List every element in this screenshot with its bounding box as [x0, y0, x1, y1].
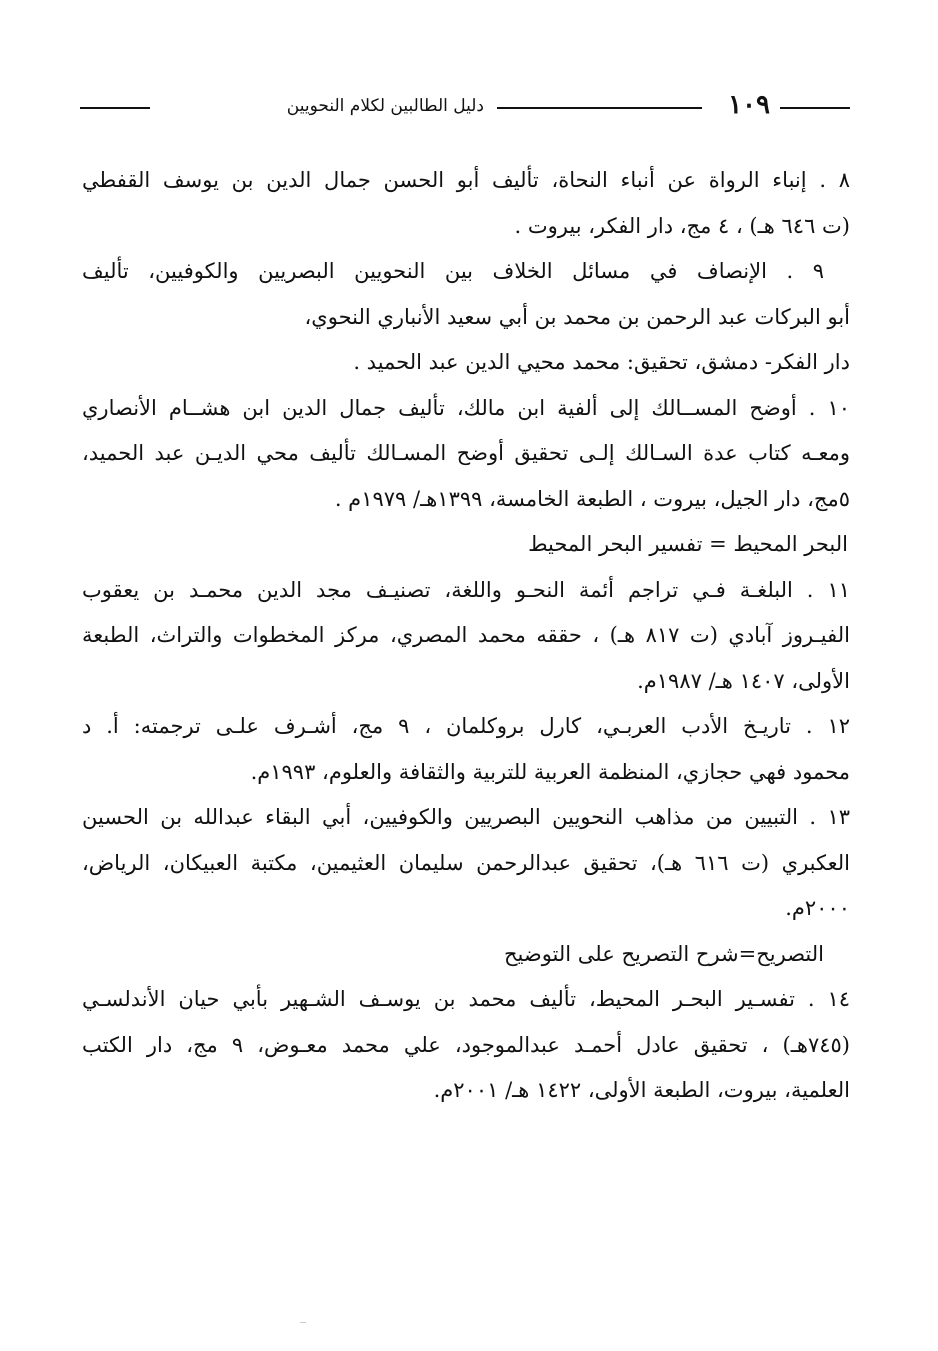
entry-line: محمود فهي حجازي، المنظمة العربية للتربية والثقافة والعلوم، ١٩٩٣م.	[250, 759, 850, 784]
bibliography-entry-9	[82, 249, 850, 386]
entry-line: أبو البركات عبد الرحمن بن محمد بن أبي سعيد الأنباري النحوي،	[304, 304, 850, 329]
cross-reference-bahr	[82, 522, 850, 568]
entry-line: دار الفكر- دمشق، تحقيق: محمد محيي الدين عبد الحميد .	[353, 350, 850, 374]
entry-line: ١٢ . تاريـخ الأدب العربـي، كارل بروكلمان ، ٩ مج، أشـرف علـى ترجمته: أ. د	[82, 714, 850, 738]
entry-line: ١٠ . أوضح المســالك إلى ألفية ابن مالك، تأليف جمال الدين ابن هشــام الأنصاري	[82, 395, 850, 420]
bibliography-entry-8	[82, 158, 850, 249]
bibliography-entry-10	[82, 386, 850, 523]
entry-line: (ت ٦٤٦ هـ) ، ٤ مج، دار الفكر، بيروت .	[514, 213, 850, 238]
running-header	[72, 88, 850, 128]
bibliography-entry-12	[82, 704, 850, 795]
page-number: ١٠٩	[728, 90, 770, 120]
bibliography-entry-11	[82, 568, 850, 705]
cross-reference-line: التصريح=شرح التصريح على التوضيح	[503, 941, 824, 966]
entry-line: ٩ . الإنصاف في مسائل الخلاف بين النحويين البصريين والكوفيين، تأليف	[82, 259, 824, 283]
bibliography-entry-14	[82, 977, 850, 1114]
header-rule-middle	[497, 107, 702, 109]
entry-line: ٨ . إنباء الرواة عن أنباء النحاة، تأليف أبو الحسن جمال الدين بن يوسف القفطي	[82, 168, 850, 192]
bibliography-list	[82, 158, 850, 1114]
entry-line: ومعـه كتاب عدة السـالك إلـى تحقيق أوضح المسـالك تأليف محي الديـن عبد الحميد،	[82, 441, 850, 465]
entry-line: العكبري (ت ٦١٦ هـ)، تحقيق عبدالرحمن سليمان العثيمين، مكتبة العبيكان، الرياض،	[82, 850, 850, 875]
bibliography-entry-13	[82, 795, 850, 932]
scan-mark	[300, 1322, 306, 1323]
entry-line: ٢٠٠٠م.	[785, 896, 850, 920]
running-title: دليل الطالبين لكلام النحويين	[286, 96, 484, 116]
entry-line: الأولى، ١٤٠٧ هـ/ ١٩٨٧م.	[637, 668, 850, 693]
entry-line: ٥مج، دار الجيل، بيروت ، الطبعة الخامسة، ١٣٩٩هـ/ ١٩٧٩م .	[334, 486, 850, 511]
entry-line: ١٤ . تفسـير البحـر المحيط، تأليف محمد بن يوسـف الشـهير بأبي حيان الأندلسـي	[82, 987, 850, 1011]
cross-reference-tasrih	[82, 932, 850, 978]
entry-line: العلمية، بيروت، الطبعة الأولى، ١٤٢٢ هـ/ ٢٠٠١م.	[433, 1078, 850, 1102]
entry-line: ١٣ . التبيين من مذاهب النحويين البصريين والكوفيين، أبي البقاء عبدالله بن الحسين	[82, 805, 850, 829]
cross-reference-line: البحر المحيط = تفسير البحر المحيط	[528, 532, 848, 556]
entry-line: ١١ . البلغـة فـي تراجم أئمة النحـو واللغة، تصنيـف مجد الدين محمـد بن يعقوب	[82, 577, 850, 602]
header-rule-left	[80, 107, 150, 109]
entry-line: الفيـروز آبادي (ت ٨١٧ هـ) ، حققه محمد المصري، مركز المخطوات والتراث، الطبعة	[82, 623, 850, 647]
entry-line: (٧٤٥هـ) ، تحقيق عادل أحمـد عبدالموجود، علي محمد معـوض، ٩ مج، دار الكتب	[82, 1032, 850, 1057]
header-rule-right	[780, 107, 850, 109]
